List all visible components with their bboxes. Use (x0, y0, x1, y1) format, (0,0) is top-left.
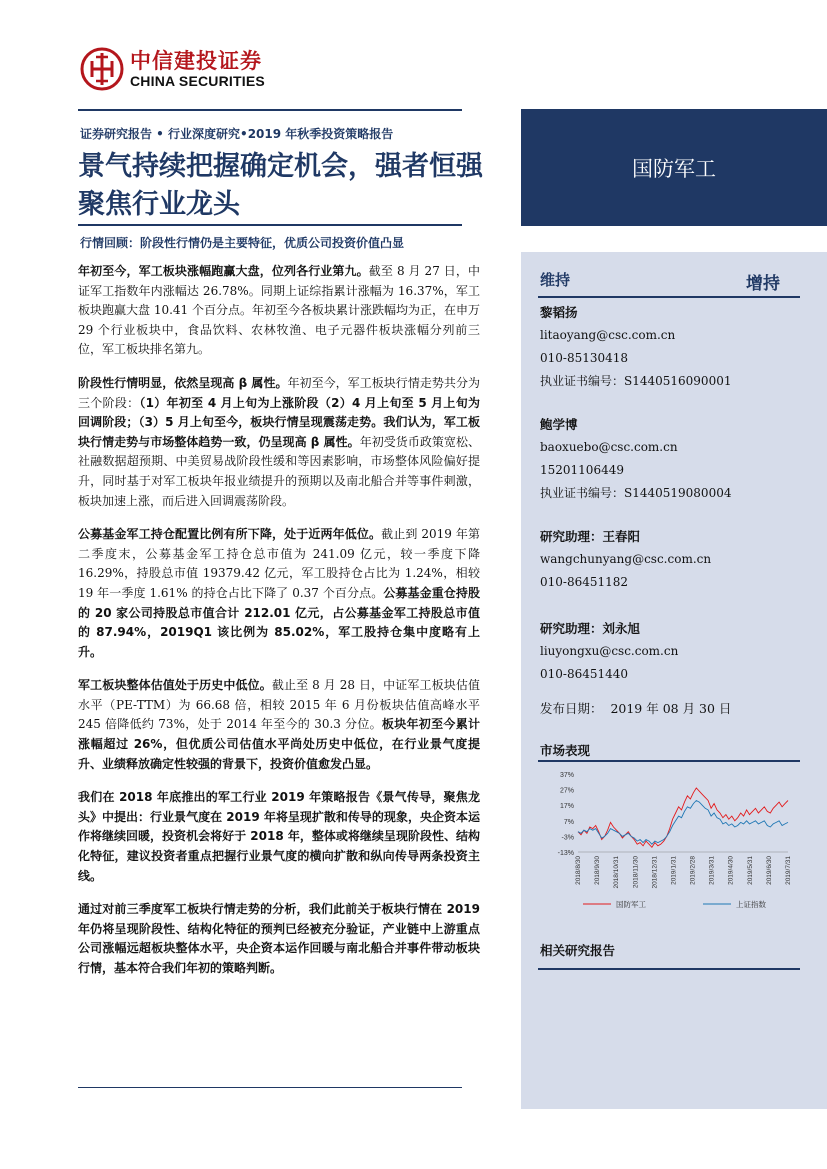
x-tick-label: 2018/10/31 (613, 856, 621, 889)
paragraph (78, 676, 480, 774)
y-tick-label: 17% (559, 803, 574, 811)
paragraph-emphasis: 公募基金重仓持股的 20 家公司持股总市值合计 212.01 亿元，占公募基金军工持股总市值的 87.94%，2019Q1 该比例为 85.02%，军工股持仓集中度略有上升。 (78, 585, 480, 659)
legend-label: 国防军工 (616, 900, 646, 909)
x-tick-label: 2019/3/31 (708, 856, 716, 885)
market-performance-chart (538, 764, 800, 914)
rating-row (540, 269, 780, 294)
assistant-email[interactable]: liuyongxu@csc.com.cn (540, 644, 679, 658)
paragraph-lead: 通过对前三季度军工板块行情走势的分析，我们此前关于板块行情在 2019 年仍将呈现阶段性、结构化特征的预判已经被充分验证，产业链中上游重点公司涨幅远超板块整体水平，央企资本运作回暖与南北船合并事件带动板块行情，基本符合我们年初的策略判断。 (78, 902, 480, 975)
report-body (78, 262, 480, 993)
analyst-card (540, 413, 731, 505)
analyst-email[interactable]: baoxuebo@csc.com.cn (540, 440, 678, 454)
x-tick-label: 2019/5/31 (746, 856, 754, 885)
paragraph-lead: 公募基金军工持仓配置比例有所下降，处于近两年低位。 (78, 527, 382, 542)
analyst-name: 鲍学博 (540, 417, 578, 432)
assistant-name: 研究助理：王春阳 (540, 529, 641, 544)
assistant-name: 研究助理：刘永旭 (540, 621, 641, 636)
market-rule (538, 760, 800, 762)
x-tick-label: 2018/12/31 (651, 856, 659, 889)
brand-name-en: CHINA SECURITIES (130, 73, 265, 89)
company-logo (80, 46, 265, 92)
related-reports-label: 相关研究报告 (540, 943, 616, 958)
legend-label: 上证指数 (736, 900, 766, 909)
x-tick-label: 2019/1/31 (670, 856, 678, 885)
x-tick-label: 2019/4/30 (727, 856, 735, 885)
report-subtitle: 行情回顾：阶段性行情仍是主要特征，优质公司投资价值凸显 (80, 236, 405, 250)
paragraph-lead: 年初至今，军工板块涨幅跑赢大盘，位列各行业第九。 (78, 264, 369, 278)
sector-name: 国防军工 (632, 156, 716, 181)
series-line (578, 788, 788, 847)
paragraph-lead: 我们在 2018 年底推出的军工行业 2019 年策略报告《景气传导，聚焦龙头》中提出：行业景气度在 2019 年将呈现扩散和传导的现象，央企资本运作将继续回暖，投资机会将好于 2018 年，整体或将继续呈现阶段性、结构化特征，建议投资者重点把握行业景气度的横向扩散和纵向传导两条投资主线。 (78, 790, 480, 883)
analyst-name: 黎韬扬 (540, 305, 578, 320)
citic-logo-icon (80, 47, 124, 91)
analyst-card (540, 301, 731, 393)
y-tick-label: -3% (561, 834, 574, 842)
report-title: 景气持续把握确定机会，强者恒强聚焦行业龙头 (78, 151, 483, 220)
header-rule (78, 109, 462, 111)
analyst-cert: 执业证书编号：S1440519080004 (540, 486, 732, 500)
y-tick-label: 7% (563, 818, 574, 826)
rating-current: 增持 (746, 274, 780, 294)
report-series: 证券研究报告 • 行业深度研究•2019 年秋季投资策略报告 (80, 127, 394, 141)
footer-rule (78, 1087, 462, 1088)
title-underline (78, 224, 462, 226)
paragraph-text: 截至 8 月 27 日，中证军工指数年内涨幅达 26.78%。同期上证综指累计涨幅为 16.37%，军工板块跑赢大盘 10.41 个百分点。年初至今各板块累计涨跌幅均为正，在申万 29 个行业板块中，食品饮料、农林牧渔、电子元器件板块涨幅分列前三位，军工板块排名第九。 (78, 264, 480, 357)
paragraph-lead: 军工板块整体估值处于历史中低位。 (78, 678, 272, 693)
sector-banner (521, 109, 827, 226)
analyst-cert: 执业证书编号：S1440516090001 (540, 374, 732, 388)
x-tick-label: 2019/2/28 (689, 856, 697, 885)
paragraph-text: 年初至今，军工板块行情走势共分为三个阶段： (78, 375, 480, 410)
y-tick-label: 27% (559, 787, 574, 795)
paragraph-emphasis: 板块年初至今累计涨幅超过 26%，但优质公司估值水平尚处历史中低位，在行业景气度提升、业绩释放确定性较强的背景下，投资价值愈发凸显。 (78, 717, 480, 771)
related-rule (538, 968, 800, 970)
paragraph (78, 262, 480, 360)
assistant-card (540, 617, 678, 686)
assistant-email[interactable]: wangchunyang@csc.com.cn (540, 552, 712, 566)
paragraph-emphasis: （1）年初至 4 月上旬为上涨阶段（2）4 月上旬至 5 月上旬为回调阶段；（3）5 月上旬至今，板块行情呈现震荡走势。我们认为，军工板块行情走势与市场整体趋势一致，仍呈现高 β 属性。 (78, 395, 480, 449)
x-tick-label: 2018/9/30 (594, 856, 602, 885)
rating-previous: 维持 (540, 271, 571, 289)
brand-name-cn: 中信建投证券 (130, 49, 262, 73)
assistant-card (540, 525, 711, 594)
paragraph-text: 截止至 8 月 28 日，中证军工板块估值水平（PE-TTM）为 66.68 倍，相较 2015 年 6 月份板块估值高峰水平 245 倍降低约 73%，处于 2014 年至今的 30.3 分位。 (78, 678, 480, 732)
assistant-phone: 010-86451440 (540, 667, 629, 681)
analyst-phone: 010-85130418 (540, 351, 629, 365)
paragraph (78, 525, 480, 662)
rating-rule (538, 296, 800, 298)
publish-date: 发布日期： 2019 年 08 月 30 日 (540, 701, 732, 716)
paragraph-lead: 阶段性行情明显，依然呈现高 β 属性。 (78, 375, 288, 390)
paragraph (78, 374, 480, 511)
y-tick-label: -13% (557, 850, 574, 857)
x-tick-label: 2018/8/30 (575, 856, 582, 885)
market-performance-label: 市场表现 (540, 743, 591, 758)
analyst-email[interactable]: litaoyang@csc.com.cn (540, 328, 676, 342)
x-tick-label: 2019/7/31 (785, 856, 792, 885)
x-tick-label: 2018/11/30 (632, 856, 640, 889)
paragraph-text: 年初受货币政策宽松、社融数据超预期、中美贸易战阶段性缓和等因素影响，市场整体风险偏好提升，同时基于对军工板块年报业绩提升的预期以及南北船合并等事件刺激，板块加速上涨，而后进入回调震荡阶段。 (78, 434, 480, 508)
paragraph (78, 788, 480, 886)
paragraph (78, 900, 480, 978)
assistant-phone: 010-86451182 (540, 575, 629, 589)
x-tick-label: 2019/6/30 (765, 856, 773, 885)
analyst-phone: 15201106449 (540, 463, 624, 477)
y-tick-label: 37% (559, 772, 574, 779)
paragraph-text: 截止到 2019 年第二季度末，公募基金军工持仓总市值为 241.09 亿元，较一季度下降 16.29%，持股总市值 19379.42 亿元，军工股持仓占比为 1.24%，相较 19 年一季度 1.61% 的持仓占比下降了 0.37 个百分点。 (78, 527, 480, 600)
